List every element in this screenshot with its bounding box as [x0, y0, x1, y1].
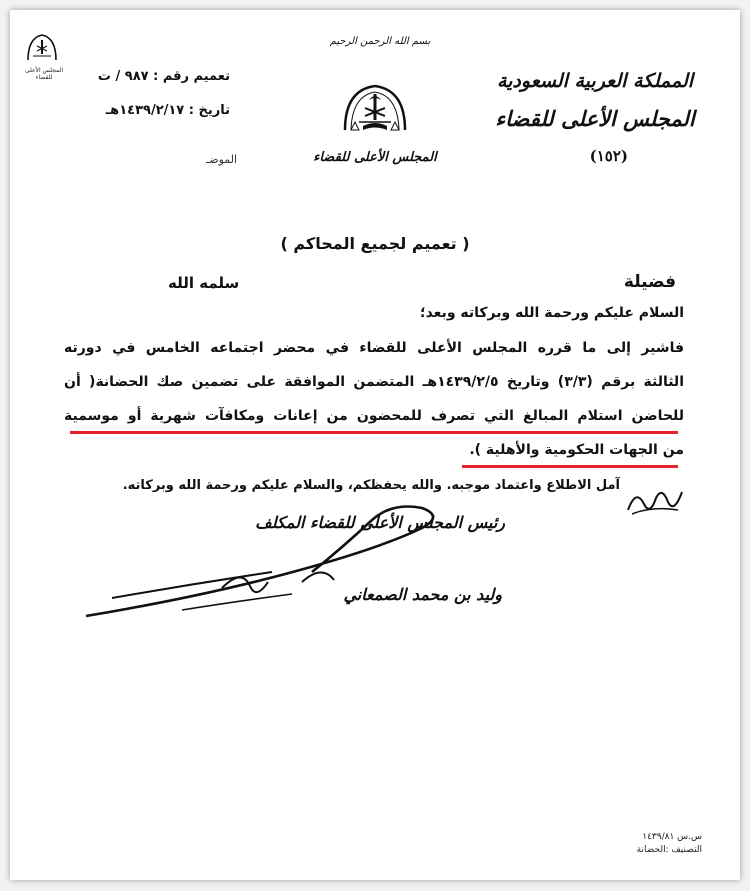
signatory-name: وليد بن محمد الصمعاني: [343, 585, 502, 604]
signature-icon: [72, 490, 452, 630]
highlight-underline-2: [462, 465, 678, 468]
footer-reference: س.س ١٤٣٩/٨١: [642, 832, 702, 842]
closing-line: آمل الاطلاع واعتماد موجبه. والله يحفظكم، والسلام عليكم ورحمة الله وبركاته.: [122, 478, 620, 493]
subject-label: الموضـ: [206, 153, 238, 166]
body-line-2: الثالثة برقم (٣/٣) وتاريخ ١٤٣٩/٢/٥هـ المتضمن الموافقة على تضمين صك الحضانة( أن: [64, 374, 684, 390]
document-page: [10, 10, 740, 880]
circular-title: ( تعميم لجميع المحاكم ): [280, 234, 470, 253]
body-line-4: من الجهات الحكومية والأهلية ).: [469, 442, 684, 458]
emblem-caption: المجلس الأعلى للقضاء: [313, 150, 437, 165]
circular-number: تعميم رقم : ٩٨٧ / ت: [97, 69, 230, 84]
small-emblem-caption: المجلس الأعلى للقضاء: [24, 67, 64, 81]
footer-classification: التصنيف :الحضانة: [636, 845, 702, 855]
basmala: بسم الله الرحمن الرحيم: [329, 36, 431, 47]
side-signature-icon: [622, 480, 686, 520]
highlight-underline-1: [70, 431, 678, 434]
signatory-title: رئيس المجلس الأعلى للقضاء المكلف: [255, 513, 505, 532]
letterhead-council: المجلس الأعلى للقضاء: [495, 106, 695, 131]
small-emblem-icon: [24, 32, 60, 64]
salutation-right: فضيلة: [623, 272, 676, 292]
body-line-3: للحاضن استلام المبالغ التي تصرف للمحضون من إعانات ومكافآت شهرية أو موسمية: [64, 408, 684, 424]
judicial-council-emblem-icon: [335, 80, 415, 142]
salutation-left: سلمه الله: [168, 274, 240, 292]
document-code: (١٥٢): [589, 147, 628, 165]
greeting: السلام عليكم ورحمة الله وبركاته وبعد؛: [419, 305, 684, 321]
letterhead-country: المملكة العربية السعودية: [496, 70, 694, 92]
body-line-1: فاشير إلى ما قرره المجلس الأعلى للقضاء في محضر اجتماعه الخامس في دورته: [64, 340, 684, 356]
circular-date: تاريخ : ١٤٣٩/٢/١٧هـ: [105, 103, 230, 118]
